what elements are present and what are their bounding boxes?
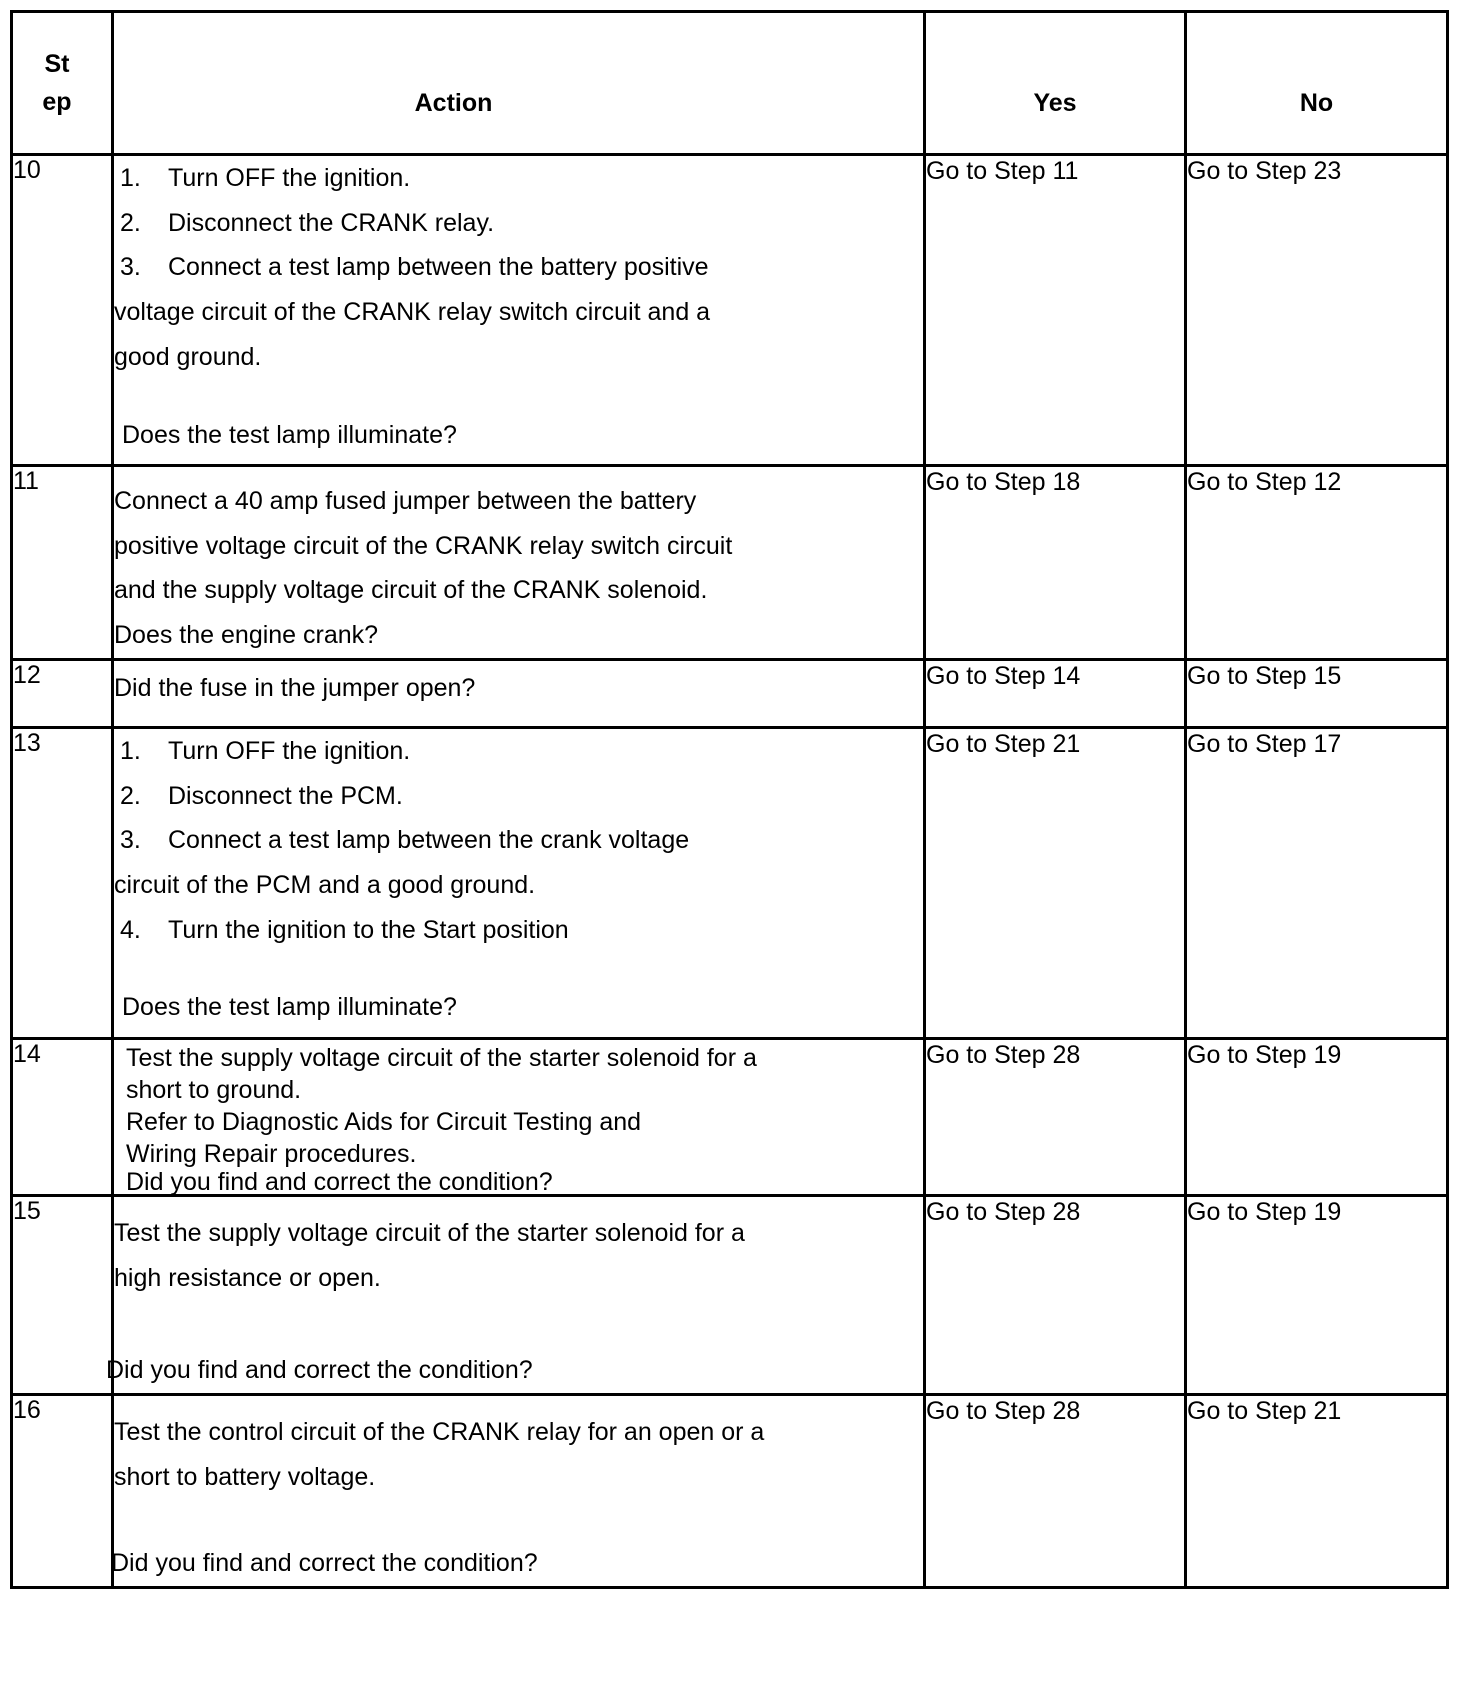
yes-cell: Go to Step 11 <box>925 155 1186 466</box>
yes-cell: Go to Step 28 <box>925 1038 1186 1195</box>
step-number: 11 <box>12 466 113 660</box>
question-text: Did you find and correct the condition? <box>106 1356 533 1385</box>
action-text: voltage circuit of the CRANK relay switch circuit and a <box>114 298 711 327</box>
action-cell: Test the control circuit of the CRANK relay for an open or a short to battery voltage. Did you find and correct the condition? <box>113 1394 925 1587</box>
list-item: 3. Connect a test lamp between the battery positive <box>120 253 709 282</box>
action-cell: Did the fuse in the jumper open? <box>113 659 925 727</box>
header-no: No <box>1186 12 1448 155</box>
step-number: 15 <box>12 1195 113 1394</box>
header-action: Action <box>113 12 925 155</box>
list-item: 2. Disconnect the PCM. <box>120 781 403 810</box>
header-row <box>12 12 1448 155</box>
list-item: 4. Turn the ignition to the Start position <box>120 915 569 944</box>
action-cell: Test the supply voltage circuit of the starter solenoid for a short to ground. Refer to Diagnostic Aids for Circuit Testing and Wiring Repair procedures. Did you find and correct the condition? <box>113 1038 925 1195</box>
table-row <box>12 727 1448 1038</box>
table-row <box>12 1038 1448 1195</box>
no-cell: Go to Step 21 <box>1186 1394 1448 1587</box>
no-cell: Go to Step 12 <box>1186 466 1448 660</box>
table-row <box>12 1394 1448 1587</box>
header-yes: Yes <box>925 12 1186 155</box>
no-cell: Go to Step 19 <box>1186 1195 1448 1394</box>
yes-cell: Go to Step 28 <box>925 1394 1186 1587</box>
list-item: 1. Turn OFF the ignition. <box>120 736 411 765</box>
table-row <box>12 659 1448 727</box>
list-item: 2. Disconnect the CRANK relay. <box>120 208 495 237</box>
action-text: good ground. <box>114 342 262 371</box>
yes-cell: Go to Step 28 <box>925 1195 1186 1394</box>
action-cell <box>113 155 925 466</box>
list-item: 1. Turn OFF the ignition. <box>120 164 411 192</box>
header-step <box>12 12 113 155</box>
step-number: 16 <box>12 1394 113 1587</box>
table-row <box>12 155 1448 466</box>
list-item: 3. Connect a test lamp between the crank voltage <box>120 826 690 855</box>
yes-cell: Go to Step 14 <box>925 659 1186 727</box>
table-row <box>12 466 1448 660</box>
yes-cell: Go to Step 21 <box>925 727 1186 1038</box>
no-cell: Go to Step 17 <box>1186 727 1448 1038</box>
step-number: 12 <box>12 659 113 727</box>
action-cell: 1. Turn OFF the ignition. 2. Disconnect the PCM. 3. Connect a test lamp between the crank voltage circuit of the PCM and a good ground. 4. Turn the ignition to the Start position Does the test lamp illuminate? <box>113 727 925 1038</box>
no-cell: Go to Step 23 <box>1186 155 1448 466</box>
header-step-line1: St <box>44 50 70 78</box>
action-cell: Connect a 40 amp fused jumper between the battery positive voltage circuit of the CRANK relay switch circuit and the supply voltage circuit of the CRANK solenoid. Does the engine crank? <box>113 466 925 660</box>
question-text: Did you find and correct the condition? <box>111 1549 538 1578</box>
step-number: 14 <box>12 1038 113 1195</box>
diagnostic-table <box>10 10 1449 1589</box>
header-step-line2: ep <box>42 88 72 116</box>
question-text: Does the test lamp illuminate? <box>122 993 457 1022</box>
step-number: 13 <box>12 727 113 1038</box>
step-number: 10 <box>12 155 113 466</box>
table-row <box>12 1195 1448 1394</box>
action-cell: Test the supply voltage circuit of the starter solenoid for a high resistance or open. Did you find and correct the condition? <box>113 1195 925 1394</box>
question-text: Does the test lamp illuminate? <box>122 420 457 449</box>
no-cell: Go to Step 19 <box>1186 1038 1448 1195</box>
no-cell: Go to Step 15 <box>1186 659 1448 727</box>
yes-cell: Go to Step 18 <box>925 466 1186 660</box>
